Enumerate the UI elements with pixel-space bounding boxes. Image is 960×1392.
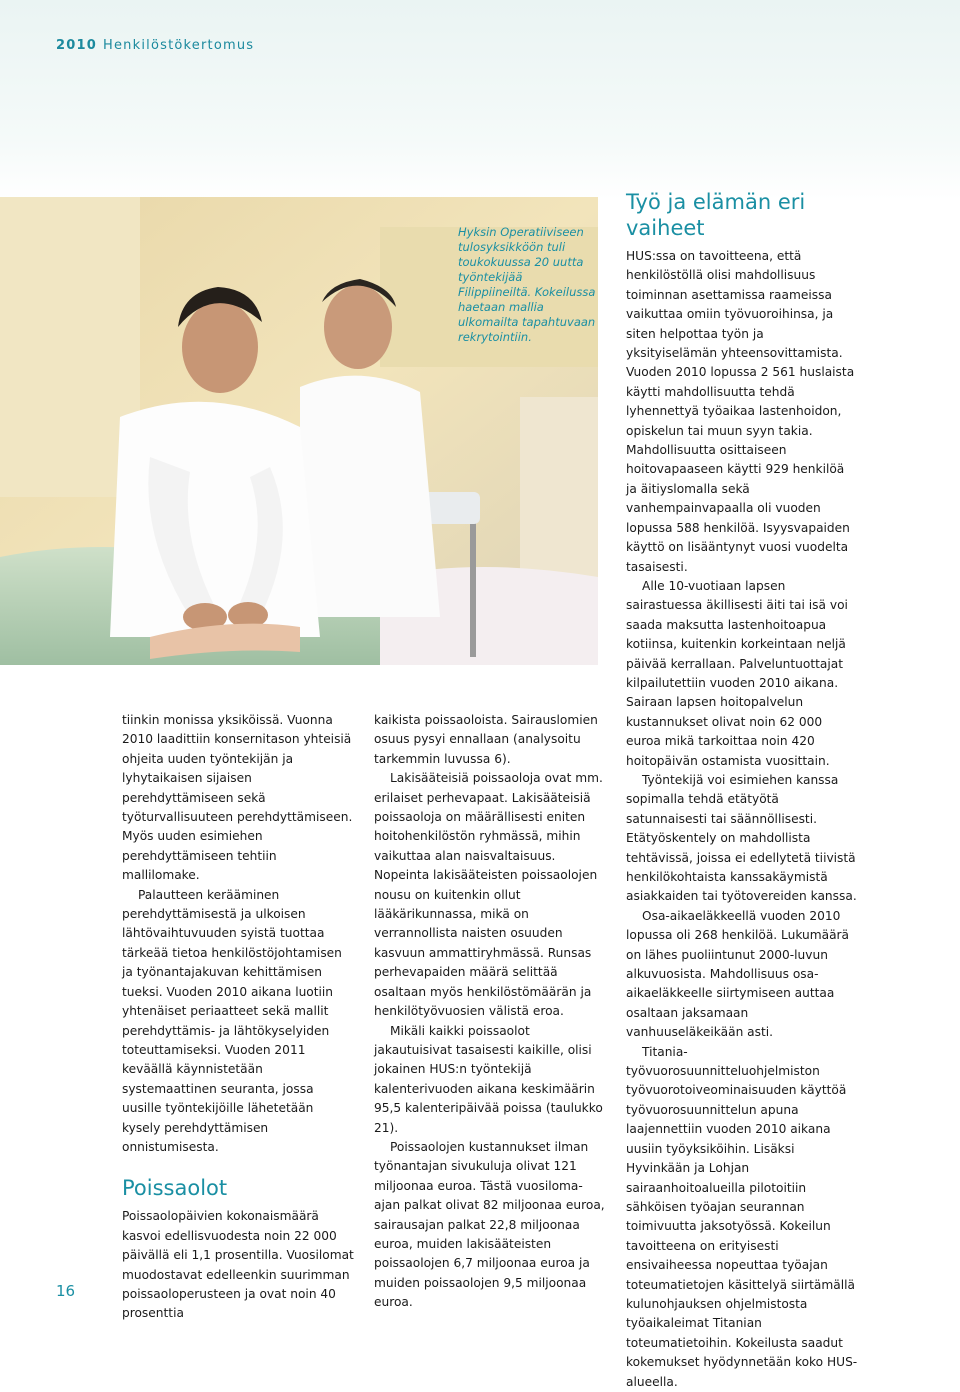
column-3 <box>626 247 858 1392</box>
paragraph: HUS:ssa on tavoitteena, että henkilöstöllä olisi mahdollisuus toiminnan asettamissa raameissa vaikuttaa omiin työvuoroihinsa, ja siten helpottaa työn ja yksityiselämän yhteensovittamista. Vuoden 2010 lopussa 2 561 huslaista käytti mahdollisuutta tehdä lyhennettyä työaikaa lastenhoidon, opiskelun tai muun syyn takia. Mahdollisuutta osittaiseen hoitovapaaseen käytti 929 henkilöä ja äitiyslomalla sekä vanhempainvapaalla oli vuoden lopussa 588 henkilöä. Isyysvapaiden käyttö on lisääntynyt vuosi vuodelta tasaisesti. <box>626 249 855 574</box>
header-band <box>0 0 960 200</box>
paragraph: Poissaolopäivien kokonaismäärä kasvoi edellisvuodesta noin 22 000 päivällä eli 1,1 prosentilla. Vuosilomat muodostavat edelleenkin suurimman poissaoloperusteen ja ovat noin 40 prosenttia <box>122 1209 354 1321</box>
paragraph: Osa-aikaeläkkeellä vuoden 2010 lopussa oli 268 henkilöä. Lukumäärä on lähes puoliintunut 2000-luvun alkuvuosista. Mahdollisuus osa-aikaeläkkeelle siirtymiseen auttaa osaltaan jaksamaan vanhuuseläkeikään asti. <box>626 908 850 1040</box>
header-year: 2010 <box>56 38 97 53</box>
paragraph: Alle 10-vuotiaan lapsen sairastuessa äkillisesti äiti tai isä voi saada maksutta lastenhoitoapua kotiinsa, kuitenkin korkeintaan neljä päivää kerrallaan. Palveluntuottajat kilpailutettiin vuoden 2010 aikana. Sairaan lapsen hoitopalvelun kustannukset olivat noin 62 000 euroa mikä tarkoittaa noin 420 hoitopäivän ostamista vuosittain. <box>626 578 848 768</box>
running-header <box>56 38 254 53</box>
paragraph: tiinkin monissa yksiköissä. Vuonna 2010 laadittiin konsernitason yhteisiä ohjeita uuden työntekijän ja lyhytaikaisen sijaisen perehdyttämiseen sekä työturvallisuuteen perehdyttämiseen. Myös uuden esimiehen perehdyttämiseen tehtiin mallilomake. <box>122 713 353 883</box>
paragraph: Titania-työvuorosuunnitteluohjelmiston työvuorotoiveominaisuuden käyttöä työvuorosuunnittelun apuna laajennettiin vuoden 2010 aikana uusiin työyksiköihin. Lisäksi Hyvinkään ja Lohjan sairaanhoitoalueilla pilotoitiin sähköisen työajan seurannan toimivuutta jaksotyössä. Kokeilun tavoitteena on erityisesti ensivaiheessa nopeuttaa työajan toteumatietojen käsittelyä siirtämällä kulunohjauksen ohjelmistosta työaikaleimat Titanian toteumatietoihin. Kokeilusta saadut kokemukset hyödynnetään koko HUS-alueella. <box>626 1044 858 1389</box>
paragraph: Työntekijä voi esimiehen kanssa sopimalla tehdä etätyötä satunnaisesti tai säännöllisesti. Etätyöskentely on mahdollista tehtävissä, joissa ei edellytetä tiivistä henkilökohtaista kanssakäymistä asiakkaiden tai työtovereiden kanssa. <box>626 772 857 904</box>
paragraph: Mikäli kaikki poissaolot jakautuisivat tasaisesti kaikille, olisi jokainen HUS:n työntekijä kalenterivuoden aikana keskimäärin 95,5 kalenteripäivää poissa (taulukko 21). <box>374 1023 603 1135</box>
section-heading-tyo-ja-elaman-eri-vaiheet: Työ ja elämän eri vaiheet <box>626 190 806 240</box>
paragraph: Lakisääteisiä poissaoloja ovat mm. erilaiset perhevapaat. Lakisääteisiä poissaoloja on määrällisesti eniten hoitohenkilöstön ryhmässä, mihin vaikuttaa alan naisvaltaisuus. Nopeinta lakisääteisten poissaolojen nousu on kuitenkin ollut lääkärikunnassa, mikä on verrannollista naisten osuuden kasvuun ammattiryhmässä. Runsas perhevapaiden määrä selittää osaltaan myös henkilöstömäärän ja henkilötyövuosien välistä eroa. <box>374 771 603 1019</box>
section-heading-poissaolot: Poissaolot <box>122 1176 228 1201</box>
column-1 <box>122 711 354 1324</box>
paragraph: Palautteen kerääminen perehdyttämisestä ja ulkoisen lähtövaihtuvuuden syistä tuottaa tärkeää tietoa henkilöstöjohtamisen ja työnantajakuvan kehittämisen tueksi. Vuoden 2010 aikana luotiin yhtenäiset periaatteet sekä mallit perehdyttämis- ja lähtökyselyiden toteuttamiseksi. Vuoden 2011 keväällä käynnistetään systemaattinen seuranta, jossa uusille työntekijöille lähetetään kysely perehdyttämisen onnistumisesta. <box>122 887 342 1154</box>
column-2 <box>374 711 606 1313</box>
page-number: 16 <box>56 1282 76 1300</box>
paragraph: Poissaolojen kustannukset ilman työnantajan sivukuluja olivat 121 miljoonaa euroa. Tästä vuosiloma-ajan palkat olivat 82 miljoonaa euroa, sairausajan palkat 22,8 miljoonaa euroa, muiden lakisääteisten poissaolojen 6,7 miljoonaa euroa ja muiden poissaolojen 9,5 miljoonaa euroa. <box>374 1139 605 1310</box>
paragraph: kaikista poissaoloista. Sairauslomien osuus pysyi ennallaan (analysoitu tarkemmin luvussa 6). <box>374 713 598 766</box>
photo-caption: Hyksin Operatiiviseen tulosyksikköön tuli toukokuussa 20 uutta työntekijää Filippiineiltä. Kokeilussa haetaan mallia ulkomailta tapahtuvaan rekrytointiin. <box>458 225 596 344</box>
header-title: Henkilöstökertomus <box>102 38 255 53</box>
